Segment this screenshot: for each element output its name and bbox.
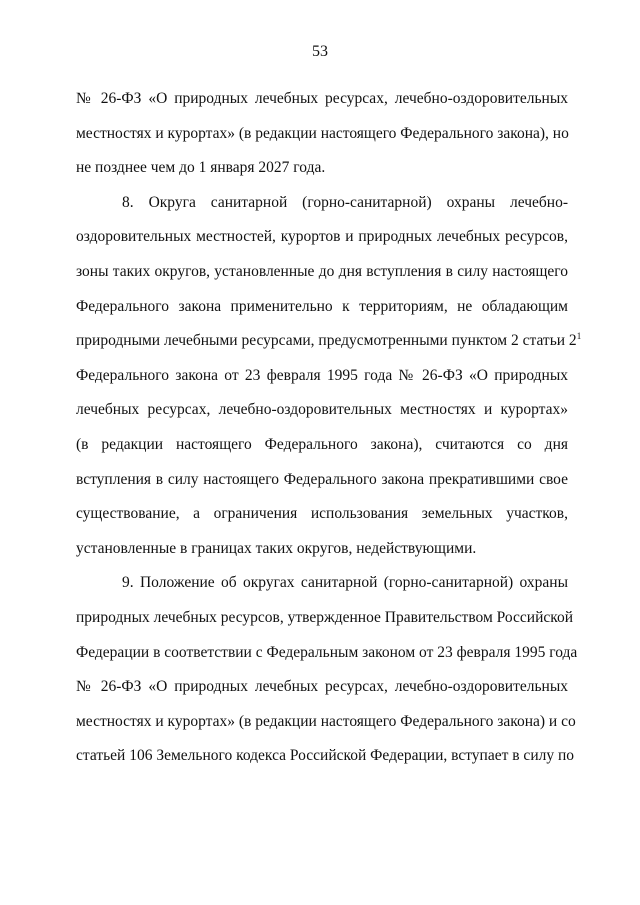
paragraph-8 bbox=[76, 186, 582, 567]
text-line: № 26-ФЗ «О природных лечебных ресурсах, лечебно-оздоровительных bbox=[76, 678, 568, 696]
text-line: существование, а ограничения использования земельных участков, bbox=[76, 505, 568, 523]
text-line: природных лечебных ресурсов, утвержденное Правительством Российской bbox=[76, 608, 574, 626]
paragraph-9 bbox=[76, 566, 578, 774]
text-line: Федерации в соответствии с Федеральным законом от 23 февраля 1995 года bbox=[76, 643, 578, 661]
text-line: местностях и курортах» (в редакции настоящего Федерального закона), но bbox=[76, 124, 569, 142]
text-line: вступления в силу настоящего Федерального закона прекратившими свое bbox=[76, 470, 568, 488]
text-line: (в редакции настоящего Федерального закона), считаются со дня bbox=[76, 435, 568, 453]
text-line: Федерального закона от 23 февраля 1995 года № 26-ФЗ «О природных bbox=[76, 366, 568, 384]
text-line: 8. Округа санитарной (горно-санитарной) охраны лечебно- bbox=[122, 193, 568, 211]
text-line: установленные в границах таких округов, недействующими. bbox=[76, 539, 477, 557]
text-line: лечебных ресурсах, лечебно-оздоровительных местностях и курортах» bbox=[76, 401, 568, 419]
text-line: зоны таких округов, установленные до дня вступления в силу настоящего bbox=[76, 262, 568, 280]
document-body bbox=[76, 82, 582, 774]
paragraph-continuation bbox=[76, 82, 568, 186]
text-line: не позднее чем до 1 января 2027 года. bbox=[76, 159, 326, 177]
text-line: № 26-ФЗ «О природных лечебных ресурсах, лечебно-оздоровительных bbox=[76, 90, 568, 107]
text-line: местностях и курортах» (в редакции настоящего Федерального закона) и со bbox=[76, 712, 576, 730]
text-line-content: природными лечебными ресурсами, предусмотренными пунктом 2 статьи 2 bbox=[76, 332, 577, 350]
page-number: 53 bbox=[312, 43, 328, 60]
text-line-with-superscript bbox=[76, 324, 582, 359]
text-line: 9. Положение об округах санитарной (горно-санитарной) охраны bbox=[122, 574, 568, 592]
text-line: статьей 106 Земельного кодекса Российской Федерации, вступает в силу по bbox=[76, 747, 575, 765]
text-line: Федерального закона применительно к территориям, не обладающим bbox=[76, 297, 568, 315]
article-superscript: 1 bbox=[576, 331, 582, 342]
text-line: оздоровительных местностей, курортов и природных лечебных ресурсов, bbox=[76, 228, 568, 246]
